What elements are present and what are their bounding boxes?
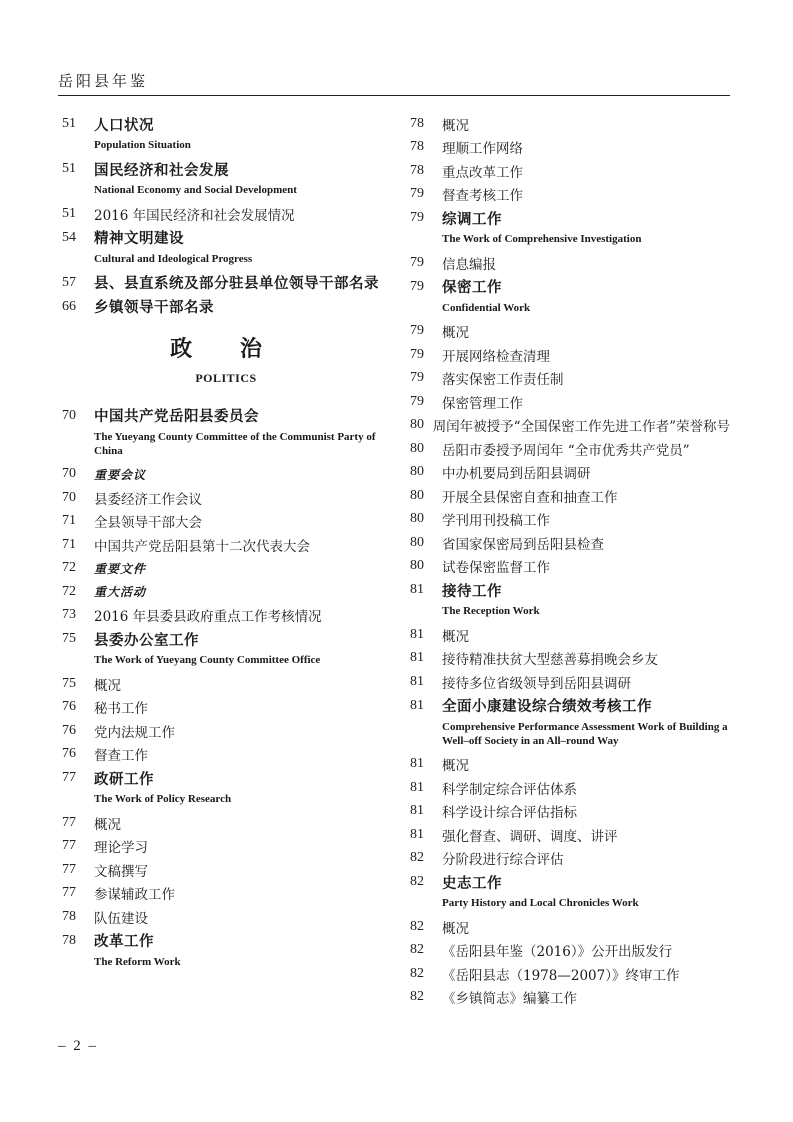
toc-entry[interactable]	[410, 939, 730, 963]
toc-entry[interactable]	[410, 623, 730, 647]
toc-entry-title: 秘书工作	[94, 701, 148, 718]
toc-entry-title: 乡镇领导干部名录	[94, 300, 214, 316]
toc-entry-title: 保密管理工作	[442, 395, 523, 412]
toc-page-number: 81	[410, 826, 424, 842]
toc-entry-title: 《岳阳县年鉴（2016）》公开出版发行	[442, 944, 673, 961]
toc-page-number: 82	[410, 918, 424, 934]
toc-page-number: 66	[62, 298, 76, 314]
toc-entry-title: 试卷保密监督工作	[442, 560, 550, 577]
toc-page-number: 72	[62, 560, 76, 576]
toc-entry[interactable]	[62, 463, 382, 487]
toc-page-number: 79	[410, 278, 424, 294]
toc-entry[interactable]	[410, 414, 730, 438]
toc-entry-title: 概况	[94, 816, 121, 833]
toc-entry[interactable]	[410, 823, 730, 847]
section-title-zh: 政 治	[170, 335, 282, 362]
toc-entry[interactable]	[410, 847, 730, 871]
toc-page-number: 70	[62, 407, 76, 423]
toc-entry-title: 学刊用刊投稿工作	[442, 513, 550, 530]
toc-entry[interactable]	[62, 696, 382, 720]
toc-entry-title: 参谋辅政工作	[94, 887, 175, 904]
toc-entry-title: 2016 年国民经济和社会发展情况	[94, 207, 295, 224]
toc-entry-title: 综调工作	[442, 211, 502, 228]
toc-entry[interactable]	[62, 905, 382, 929]
toc-entry-title: 改革工作	[94, 934, 154, 950]
toc-entry[interactable]	[62, 112, 382, 136]
toc-entry[interactable]	[62, 766, 382, 790]
toc-entry-title: 概况	[442, 628, 469, 645]
toc-entry[interactable]	[410, 343, 730, 367]
toc-page-number: 82	[410, 965, 424, 981]
toc-entry-english-title: The Yueyang County Committee of the Communist Party of China	[94, 430, 376, 457]
toc-page-number: 78	[410, 139, 424, 155]
toc-right-column	[410, 112, 730, 1009]
toc-entry-title: 概况	[442, 325, 469, 342]
toc-page-number: 77	[62, 814, 76, 830]
toc-entry[interactable]	[410, 390, 730, 414]
toc-page-number: 81	[410, 673, 424, 689]
toc-entry[interactable]	[410, 484, 730, 508]
toc-entry[interactable]	[62, 719, 382, 743]
toc-entry-title: 政研工作	[94, 771, 154, 788]
toc-page-number: 80	[410, 487, 424, 503]
toc-entry[interactable]	[410, 694, 730, 718]
toc-entry-title: 史志工作	[442, 875, 502, 892]
toc-page-number: 78	[62, 908, 76, 924]
toc-entry[interactable]	[62, 404, 382, 428]
toc-entry[interactable]	[410, 776, 730, 800]
page-number: – 2 –	[58, 1038, 98, 1054]
toc-entry[interactable]	[410, 670, 730, 694]
toc-entry-title: 重大活动	[94, 585, 147, 600]
toc-entry[interactable]	[62, 157, 382, 181]
toc-entry-title: 县委经济工作会议	[94, 491, 202, 508]
section-title-en: POLITICS	[195, 370, 257, 385]
toc-entry-title: 科学制定综合评估体系	[442, 781, 577, 798]
toc-page-number: 79	[410, 323, 424, 339]
toc-page-number: 73	[62, 607, 76, 623]
toc-entry-title: 周闰年被授予“全国保密工作先进工作者”荣誉称号	[432, 419, 730, 436]
toc-entry[interactable]	[62, 580, 382, 604]
running-header: 岳阳县年鉴	[58, 72, 149, 90]
toc-entry[interactable]	[62, 271, 382, 295]
toc-page-number: 81	[410, 650, 424, 666]
toc-entry-title: 接待精准扶贫大型慈善募捐晚会乡友	[442, 652, 658, 669]
toc-page-number: 76	[62, 746, 76, 762]
toc-page-number: 79	[410, 393, 424, 409]
toc-page-number: 80	[410, 511, 424, 527]
toc-page-number: 81	[410, 697, 424, 713]
toc-entry[interactable]	[410, 159, 730, 183]
toc-entry-english-title: Confidential Work	[442, 301, 531, 314]
toc-entry-english-title: The Work of Policy Research	[94, 793, 232, 805]
toc-entry[interactable]	[62, 811, 382, 835]
toc-entry-title: 县、县直系统及部分驻县单位领导干部名录	[94, 276, 379, 292]
toc-page-number: 77	[62, 770, 76, 785]
toc-entry[interactable]	[62, 858, 382, 882]
toc-page-number: 81	[410, 626, 424, 642]
toc-entry[interactable]	[410, 136, 730, 160]
toc-entry-title: 国民经济和社会发展	[94, 162, 229, 179]
toc-entry-english-title: The Work of Comprehensive Investigation	[442, 233, 642, 245]
toc-entry-title: 概况	[442, 758, 469, 775]
toc-entry-title: 强化督查、调研、调度、讲评	[442, 828, 618, 845]
toc-entry[interactable]	[410, 320, 730, 344]
toc-entry-title: 概况	[442, 920, 469, 937]
toc-entry-title: 分阶段进行综合评估	[442, 852, 564, 869]
toc-entry-english-title: Cultural and Ideological Progress	[94, 252, 253, 265]
toc-entry[interactable]	[62, 533, 382, 557]
toc-page-number: 71	[62, 536, 76, 552]
toc-page-number: 78	[410, 115, 424, 131]
toc-page-number: 54	[62, 229, 76, 245]
toc-entry-title: 督查考核工作	[442, 188, 523, 205]
toc-page-number: 78	[62, 932, 76, 948]
toc-entry-title: 中办机要局到岳阳县调研	[442, 466, 591, 483]
toc-entry[interactable]	[410, 870, 730, 894]
toc-entry-english-title: The Work of Yueyang County Committee Office	[94, 654, 321, 666]
toc-page-number: 80	[410, 464, 424, 480]
toc-entry-title: 督查工作	[94, 748, 148, 765]
toc-entry[interactable]	[410, 183, 730, 207]
toc-page-number: 76	[62, 699, 76, 715]
toc-page-number: 77	[62, 861, 76, 877]
toc-entry-title: 人口状况	[94, 117, 154, 134]
toc-entry-title: 理顺工作网络	[442, 141, 523, 158]
toc-entry-title: 县委办公室工作	[94, 632, 199, 649]
toc-page-number: 80	[410, 558, 424, 574]
toc-entry-title: 队伍建设	[94, 910, 148, 927]
toc-entry[interactable]	[62, 226, 382, 250]
toc-entry[interactable]	[410, 800, 730, 824]
toc-entry[interactable]	[410, 915, 730, 939]
toc-page-number: 81	[410, 779, 424, 795]
toc-right-list	[410, 112, 730, 1009]
toc-page-number: 81	[410, 803, 424, 819]
toc-entry[interactable]	[410, 508, 730, 532]
toc-entry[interactable]	[410, 986, 730, 1010]
toc-entry[interactable]	[62, 929, 382, 953]
toc-entry[interactable]	[62, 743, 382, 767]
toc-page-number: 70	[62, 466, 76, 482]
toc-entry[interactable]	[410, 437, 730, 461]
toc-page-number: 82	[410, 989, 424, 1005]
toc-page-number: 79	[410, 254, 424, 270]
toc-entry-title: 中国共产党岳阳县委员会	[94, 409, 259, 425]
toc-page-number: 78	[410, 162, 424, 178]
toc-entry[interactable]	[62, 295, 382, 319]
toc-entry-title: 重要文件	[94, 561, 147, 576]
toc-entry[interactable]	[410, 753, 730, 777]
toc-entry-title: 保密工作	[442, 280, 502, 296]
toc-entry-title: 全县领导干部大会	[94, 515, 202, 532]
toc-entry-title: 信息编报	[442, 256, 496, 273]
toc-entry[interactable]	[410, 367, 730, 391]
toc-page-number: 77	[62, 885, 76, 901]
toc-entry-title: 党内法规工作	[94, 724, 175, 741]
toc-entry[interactable]	[410, 962, 730, 986]
toc-entry-english-title: National Economy and Social Development	[94, 184, 297, 196]
toc-page-number: 82	[410, 874, 424, 889]
toc-entry-title: 重要会议	[94, 467, 147, 482]
toc-entry-title: 概况	[442, 117, 469, 134]
toc-entry-title: 落实保密工作责任制	[442, 372, 564, 389]
toc-page-number: 82	[410, 850, 424, 866]
toc-page-number: 82	[410, 942, 424, 958]
toc-entry[interactable]	[62, 557, 382, 581]
toc-entry[interactable]	[62, 510, 382, 534]
toc-entry-english-title: Party History and Local Chronicles Work	[442, 897, 639, 909]
toc-entry-title: 接待多位省级领导到岳阳县调研	[442, 675, 631, 692]
toc-page-number: 75	[62, 675, 76, 691]
toc-entry[interactable]	[410, 206, 730, 230]
toc-entry[interactable]	[62, 486, 382, 510]
toc-page-number: 79	[410, 210, 424, 225]
toc-entry-english-title: Population Situation	[94, 139, 191, 151]
toc-entry-title: 开展网络检查清理	[442, 348, 550, 365]
toc-entry[interactable]	[410, 531, 730, 555]
toc-entry-title: 接待工作	[442, 583, 502, 600]
toc-page-number: 80	[410, 440, 424, 456]
toc-entry-title: 全面小康建设综合绩效考核工作	[442, 699, 652, 715]
toc-entry-title: 岳阳市委授予周闰年 “全市优秀共产党员”	[442, 442, 690, 459]
toc-page-number: 79	[410, 370, 424, 386]
toc-entry[interactable]	[62, 672, 382, 696]
toc-entry[interactable]	[410, 275, 730, 299]
toc-page-number: 76	[62, 722, 76, 738]
toc-entry-title: 精神文明建设	[94, 231, 184, 247]
toc-entry-title: 重点改革工作	[442, 164, 523, 181]
toc-left-post-list	[62, 404, 382, 969]
toc-entry[interactable]	[62, 835, 382, 859]
toc-entry[interactable]	[410, 578, 730, 602]
toc-entry[interactable]	[410, 251, 730, 275]
toc-entry-title: 开展全县保密自查和抽查工作	[442, 489, 618, 506]
toc-entry-english-title: The Reception Work	[442, 605, 540, 617]
toc-entry[interactable]	[62, 202, 382, 226]
toc-page-number: 79	[410, 346, 424, 362]
toc-page-number: 80	[410, 534, 424, 550]
toc-entry[interactable]	[410, 112, 730, 136]
toc-entry[interactable]	[62, 627, 382, 651]
toc-entry[interactable]	[410, 647, 730, 671]
toc-entry-title: 文稿撰写	[94, 863, 148, 880]
toc-page-number: 75	[62, 631, 76, 646]
toc-page-number: 79	[410, 186, 424, 202]
toc-left-pre-list	[62, 112, 382, 319]
toc-page-number: 51	[62, 116, 76, 131]
toc-page-number: 77	[62, 838, 76, 854]
toc-entry-title: 2016 年县委县政府重点工作考核情况	[94, 609, 322, 626]
toc-entry-english-title: Comprehensive Performance Assessment Work of Building a Well–off Society in an All–round Way	[442, 720, 728, 747]
toc-entry-english-title: The Reform Work	[94, 955, 181, 968]
toc-entry-title: 科学设计综合评估指标	[442, 805, 577, 822]
toc-page-number: 80	[410, 417, 424, 433]
toc-page-number: 51	[62, 161, 76, 176]
toc-entry[interactable]	[62, 882, 382, 906]
toc-page-number: 51	[62, 205, 76, 221]
toc-entry-title: 省国家保密局到岳阳县检查	[442, 536, 604, 553]
toc-entry-title: 理论学习	[94, 840, 148, 857]
toc-entry[interactable]	[410, 555, 730, 579]
toc-entry-title: 中国共产党岳阳县第十二次代表大会	[94, 538, 310, 555]
toc-page-number: 81	[410, 756, 424, 772]
toc-entry-title: 概况	[94, 677, 121, 694]
toc-page-number: 72	[62, 583, 76, 599]
toc-entry-title: 《乡镇简志》编纂工作	[442, 991, 577, 1008]
toc-left-column	[62, 112, 382, 974]
toc-page-number: 81	[410, 582, 424, 597]
toc-page-number: 71	[62, 513, 76, 529]
toc-page-number: 70	[62, 489, 76, 505]
toc-entry[interactable]	[410, 461, 730, 485]
toc-page-number: 57	[62, 274, 76, 290]
section-heading	[62, 333, 382, 386]
header-rule	[58, 95, 730, 96]
toc-entry[interactable]	[62, 604, 382, 628]
toc-entry-title: 《岳阳县志（1978—2007）》终审工作	[442, 967, 680, 984]
